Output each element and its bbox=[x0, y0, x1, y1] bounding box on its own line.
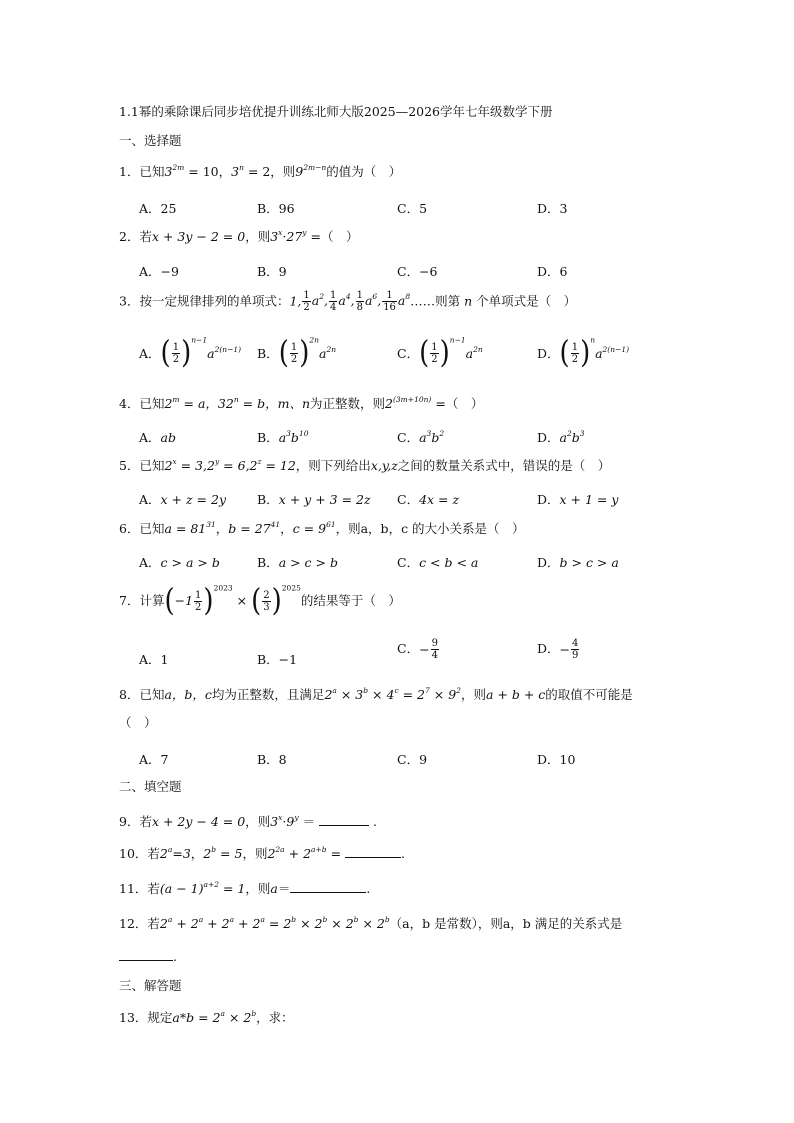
question-8-options bbox=[119, 750, 679, 770]
option-d: D．3 bbox=[537, 201, 568, 216]
option-b: B．x + y + 3 = 2z bbox=[257, 492, 371, 507]
option-b: B．( $\frac{1}{2}$ )$^{2n}a^{2n}$ bbox=[257, 335, 337, 371]
option-d: D．x + 1 = y bbox=[537, 492, 619, 507]
option-b: B．96 bbox=[257, 201, 295, 216]
question-10: 10．若$2^a=3$，$2^b = 5$，则$2^{2a} + 2^{a+b}$ = . bbox=[119, 845, 405, 861]
option-a: A．ab bbox=[139, 430, 176, 445]
section-heading: 三、解答题 bbox=[119, 978, 182, 993]
question-11: 11．若$(a - 1)^{a+2} = 1$，则a＝ . bbox=[119, 880, 371, 896]
option-d: D．b > c > a bbox=[537, 555, 619, 570]
option-b: B．a > c > b bbox=[257, 555, 338, 570]
option-c: C．$a^3b^2$ bbox=[397, 429, 445, 445]
question-2: 2．若x + 3y − 2 = 0，则$3^x\cdot 27^y$ =（ ） bbox=[119, 228, 359, 244]
option-c: C．− $\frac{9}{4}$ bbox=[397, 638, 438, 661]
question-1: 1．已知$3^{2m} = 10$，$3^n = 2$，则$9^{2m-n}$的值为（ ） bbox=[119, 163, 402, 179]
question-13: 13．规定$a*b = 2^a \times 2^b$，求： bbox=[119, 1009, 294, 1025]
option-c: C．−6 bbox=[397, 264, 438, 279]
question-2-options bbox=[119, 262, 679, 282]
option-b: B．8 bbox=[257, 752, 287, 767]
option-b: B．9 bbox=[257, 264, 287, 279]
section-heading: 一、选择题 bbox=[119, 133, 182, 148]
document-title: 1.1幂的乘除课后同步培优提升训练北师大版2025—2026学年七年级数学下册 bbox=[119, 104, 553, 119]
question-12: 12．若$2^a + 2^a + 2^a + 2^a = 2^b \times 2^b \times 2^b \times 2^b(a$，b 是常数），则a，b 满足的关系式是 bbox=[119, 915, 623, 931]
question-9: 9．若x + 2y − 4 = 0，则$3^x\cdot 9^y$ ＝ . bbox=[119, 813, 378, 829]
option-c: C．4x = z bbox=[397, 492, 460, 507]
question-5: 5．已知$2^x = 3,2^y = 6,2^z = 12$，则下列给出x,y,z之间的数量关系式中，错误的是（ ） bbox=[119, 457, 611, 473]
question-4: 4．已知$2^m = a$，$32^n = b$，m、n为正整数，则$2^{(3m+10n)}$ =（ ） bbox=[119, 395, 484, 411]
answer-blank[interactable] bbox=[119, 948, 173, 961]
option-a: A．x + z = 2y bbox=[139, 492, 227, 507]
answer-blank[interactable] bbox=[319, 813, 369, 826]
answer-blank[interactable] bbox=[290, 880, 366, 893]
option-a: A．1 bbox=[139, 652, 169, 667]
question-7: 7．计算(−1 $\frac{1}{2}$ )$^{2023}$ × ( $\frac{2}{3}$ )$^{2025}$的结果等于（ ） bbox=[119, 583, 401, 619]
section-heading: 二、填空题 bbox=[119, 779, 182, 794]
option-c: C．( $\frac{1}{2}$ )$^{n-1}a^{2n}$ bbox=[397, 335, 483, 371]
option-a: A．( $\frac{1}{2}$ )$^{n-1}a^{2(n-1)}$ bbox=[139, 335, 242, 371]
option-d: D．6 bbox=[537, 264, 568, 279]
question-3-options bbox=[119, 335, 679, 372]
option-a: A．−9 bbox=[139, 264, 179, 279]
question-12-blank-line: . bbox=[119, 948, 177, 964]
question-8: 8．已知a，b，c均为正整数，且满足$2^a \times 3^b \times 4^c = 2^7 \times 9^2$，则a + b + c的取值不可能是 bbox=[119, 686, 633, 702]
question-6: 6．已知$a = 81^{31}$，$b = 27^{41}$，$c = 9^{61}$，则a，b，c 的大小关系是（ ） bbox=[119, 520, 525, 536]
option-d: D．10 bbox=[537, 752, 576, 767]
option-b: B．$a^3b^{10}$ bbox=[257, 429, 309, 445]
option-b: B．−1 bbox=[257, 652, 298, 667]
option-d: D．$a^2b^3$ bbox=[537, 429, 585, 445]
answer-blank[interactable] bbox=[345, 845, 401, 858]
option-a: A．7 bbox=[139, 752, 169, 767]
question-7-options bbox=[119, 638, 679, 668]
option-a: A．c > a > b bbox=[139, 555, 220, 570]
option-c: C．5 bbox=[397, 201, 428, 216]
option-d: D．( $\frac{1}{2}$ )$^na^{2(n-1)}$ bbox=[537, 335, 630, 371]
option-a: A．25 bbox=[139, 201, 177, 216]
question-1-options bbox=[119, 199, 679, 219]
question-5-options bbox=[119, 490, 679, 510]
question-8-paren: （ ） bbox=[119, 715, 157, 730]
option-c: C．c < b < a bbox=[397, 555, 479, 570]
option-c: C．9 bbox=[397, 752, 428, 767]
question-4-options bbox=[119, 428, 679, 448]
question-6-options bbox=[119, 553, 679, 573]
option-d: D．− $\frac{4}{9}$ bbox=[537, 638, 579, 661]
question-3: 3．按一定规律排列的单项式：1, $\frac{1}{2}$ $a^2$, $\frac{1}{4}$ $a^4$, $\frac{1}{8}$ $a^6$, $\frac{1}{16}$ $a^8\dots\dots$则第 n 个单项式是（ ） bbox=[119, 290, 577, 313]
